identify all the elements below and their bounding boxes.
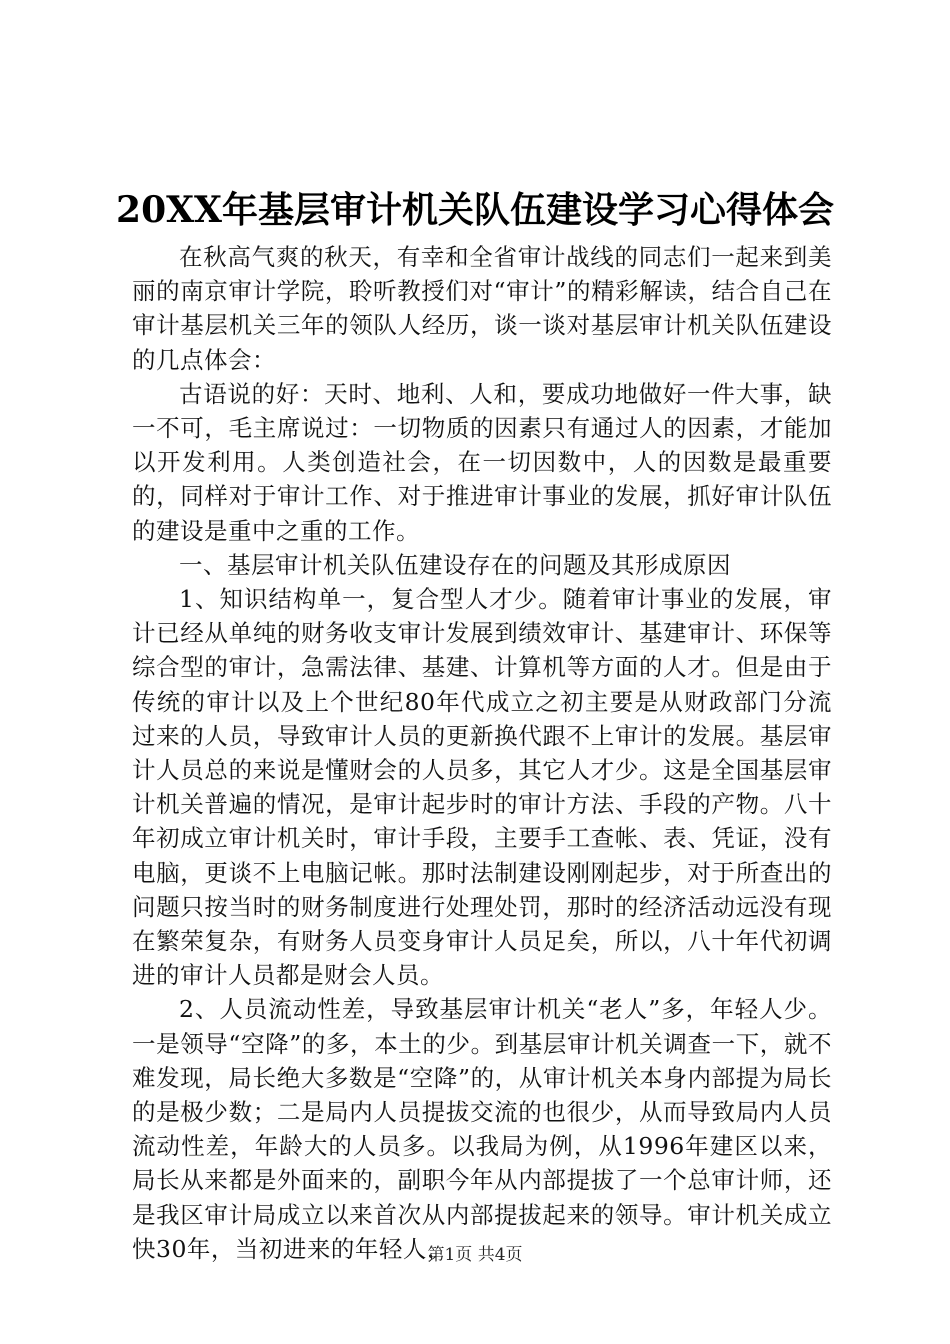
page-number-footer: 第1页 共4页 <box>427 1245 523 1265</box>
document-title: 20XX年基层审计机关队伍建设学习心得体会 <box>116 189 834 231</box>
paragraph-point-2: 2、人员流动性差，导致基层审计机关“老人”多，年轻人少。一是领导“空降”的多，本土的少。到基层审计机关调查一下，就不难发现，局长绝大多数是“空降”的，从审计机关本身内部提为局长的是极少数；二是局内人员提拔交流的也很少，从而导致局内人员流动性差，年龄大的人员多。以我局为例，从1996年建区以来，局长从来都是外面来的，副职今年从内部提拔了一个总审计师，还是我区审计局成立以来首次从内部提拔起来的领导。审计机关成立快30年，当初进来的年轻人， <box>132 995 832 1263</box>
section-heading: 一、基层审计机关队伍建设存在的问题及其形成原因 <box>179 550 731 579</box>
paragraph-intro: 在秋高气爽的秋天，有幸和全省审计战线的同志们一起来到美丽的南京审计学院，聆听教授们对“审计”的精彩解读，结合自己在审计基层机关三年的领队人经历，谈一谈对基层审计机关队伍建设的几点体会： <box>132 243 832 374</box>
document-body <box>132 240 832 1266</box>
paragraph-proverb: 古语说的好：天时、地利、人和，要成功地做好一件大事，缺一不可，毛主席说过：一切物质的因素只有通过人的因素，才能加以开发利用。人类创造社会，在一切因数中，人的因数是最重要的，同样对于审计工作、对于推进审计事业的发展，抓好审计队伍的建设是重中之重的工作。 <box>132 379 832 545</box>
paragraph-point-1: 1、知识结构单一，复合型人才少。随着审计事业的发展，审计已经从单纯的财务收支审计发展到绩效审计、基建审计、环保等综合型的审计，急需法律、基建、计算机等方面的人才。但是由于传统的审计以及上个世纪80年代成立之初主要是从财政部门分流过来的人员，导致审计人员的更新换代跟不上审计的发展。基层审计人员总的来说是懂财会的人员多，其它人才少。这是全国基层审计机关普遍的情况，是审计起步时的审计方法、手段的产物。八十年初成立审计机关时，审计手段，主要手工查帐、表、凭证，没有电脑，更谈不上电脑记帐。那时法制建设刚刚起步，对于所查出的问题只按当时的财务制度进行处理处罚，那时的经济活动远没有现在繁荣复杂，有财务人员变身审计人员足矣，所以，八十年代初调进的审计人员都是财会人员。 <box>132 585 832 990</box>
